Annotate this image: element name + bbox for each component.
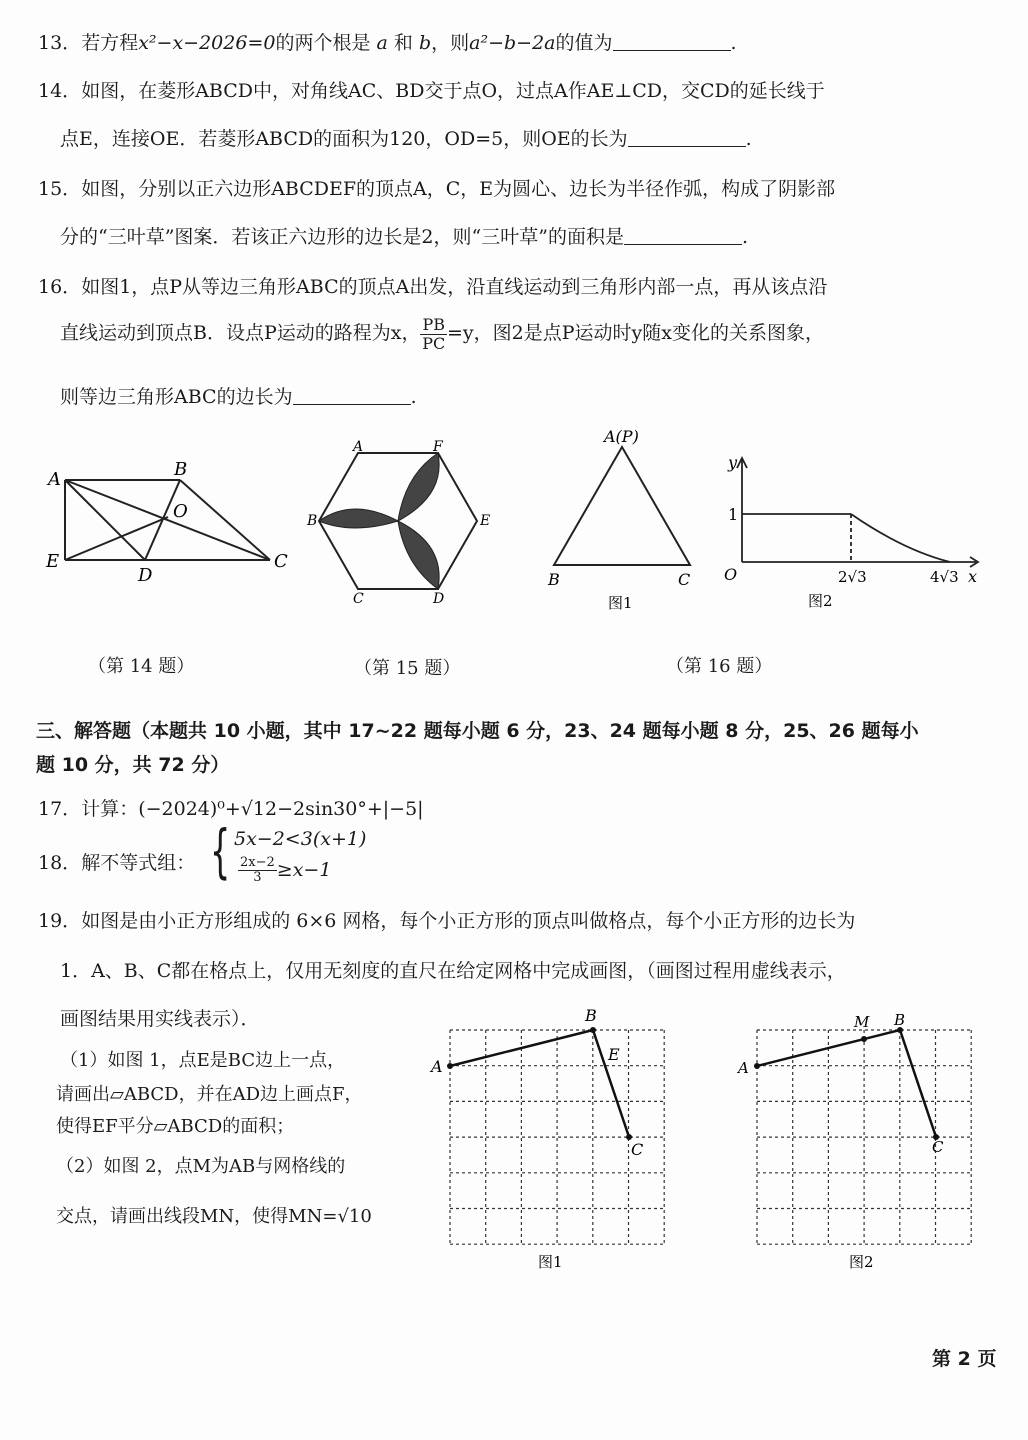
label-c: C — [932, 1138, 944, 1156]
question-19-part1c: 使得EF平分▱ABCD的面积； — [56, 1116, 295, 1137]
label-a: A — [353, 439, 364, 455]
label-e: E — [46, 551, 60, 572]
label-c: C — [631, 1140, 644, 1159]
figure-14-rhombus — [40, 455, 300, 590]
question-14-line2: 点E，连接OE．若菱形ABCD的面积为120，OD=5，则OE的长为 . — [60, 128, 752, 150]
inequality-2: $\frac{2x-2}{3}$ ≥x−1 — [240, 855, 332, 886]
question-16-line3: 则等边三角形ABC的边长为 . — [60, 386, 417, 408]
label-c: C — [353, 591, 364, 605]
question-15-line2: 分的“三叶草”图案．若该正六边形的边长是2，则“三叶草”的面积是 . — [60, 226, 748, 248]
question-19: 19．如图是由小正方形组成的 6×6 网格，每个小正方形的顶点叫做格点，每个小正方形的边长为 — [38, 910, 856, 932]
question-16: 16．如图1，点P从等边三角形ABC的顶点A出发，沿直线运动到三角形内部一点，再从该点沿 — [38, 276, 828, 298]
inequality-1: 5x−2<3(x+1) — [234, 828, 367, 850]
fig2-label: 图2 — [808, 592, 833, 610]
answer-blank[interactable] — [293, 386, 411, 405]
section-3-heading-line2: 题 10 分，共 72 分） — [36, 754, 230, 776]
question-15: 15．如图，分别以正六边形ABCDEF的顶点A，C，E为圆心、边长为半径作弧，构成了阴影部 — [38, 178, 836, 200]
label-e: E — [480, 513, 491, 529]
grid1-caption: 图1 — [538, 1253, 563, 1270]
question-17: 17．计算：(−2024)⁰+√12−2sin30°+|−5| — [38, 798, 424, 820]
grid-figure-2 — [732, 1005, 992, 1270]
point-a — [754, 1063, 760, 1069]
label-a: A — [48, 469, 61, 490]
point-a — [447, 1063, 453, 1069]
grid-figure-1 — [425, 1005, 685, 1270]
caption-15: （第 15 题） — [354, 658, 461, 679]
point-m — [861, 1036, 867, 1042]
label-a-p: A(P) — [604, 427, 639, 446]
caption-16: （第 16 题） — [666, 656, 773, 677]
label-c: C — [678, 570, 691, 589]
label-o: O — [173, 501, 188, 522]
label-b: B — [174, 459, 188, 480]
label-c: C — [274, 551, 288, 572]
question-19-part1a: （1）如图 1，点E是BC边上一点， — [60, 1050, 346, 1071]
figure-16-triangle — [540, 425, 700, 615]
fraction-2x-2-over-3: $\frac{2x-2}{3}$ — [240, 855, 275, 886]
label-b: B — [548, 570, 560, 589]
leaf-left — [319, 509, 398, 528]
question-14: 14．如图，在菱形ABCD中，对角线AC、BD交于点O，过点A作AE⊥CD，交CD的延长线于 — [38, 80, 825, 102]
question-16-line2: 直线运动到顶点B．设点P运动的路程为x， $\frac{PB}{PC}$ =y，图2是点P运动时y随x变化的关系图象， — [60, 315, 824, 353]
label-a: A — [738, 1059, 749, 1077]
label-one: 1 — [728, 505, 739, 524]
point-b — [590, 1027, 596, 1033]
label-4root3: 4√3 — [930, 568, 959, 586]
figure-16-graph — [718, 450, 988, 615]
label-d: D — [138, 565, 153, 586]
leaf-top — [398, 453, 439, 521]
caption-14: （第 14 题） — [88, 656, 195, 677]
answer-blank[interactable] — [624, 226, 742, 245]
label-origin: O — [724, 565, 738, 584]
label-e: E — [608, 1045, 620, 1064]
label-x: x — [968, 567, 978, 586]
label-2root3: 2√3 — [838, 568, 867, 586]
leaf-bottom — [398, 521, 439, 589]
label-m: M — [854, 1013, 870, 1031]
segment-oe — [65, 517, 168, 560]
fraction-pb-pc: $\frac{PB}{PC}$ — [422, 315, 446, 353]
question-19-part1b: 请画出▱ABCD，并在AD边上画点F， — [56, 1084, 363, 1105]
question-19-part2a: （2）如图 2，点M为AB与网格线的 — [56, 1156, 346, 1177]
graph-curve-segment — [851, 514, 950, 562]
label-b: B — [307, 513, 318, 529]
label-f: F — [433, 439, 443, 455]
question-19-line3: 画图结果用实线表示）． — [60, 1008, 260, 1030]
label-b: B — [585, 1006, 597, 1025]
grid2-caption: 图2 — [849, 1253, 874, 1270]
side-ad — [65, 480, 145, 560]
system-brace: { — [210, 817, 231, 885]
answer-blank[interactable] — [613, 32, 731, 51]
label-d: D — [433, 591, 445, 605]
segment-bc — [900, 1030, 936, 1137]
triangle-abc — [554, 447, 690, 565]
question-18: 18．解不等式组： — [38, 852, 196, 874]
question-13: 13．若方程x²−x−2026=0的两个根是 a 和 b，则a²−b−2a的值为 . — [38, 32, 737, 54]
question-19-part2b: 交点，请画出线段MN，使得MN=√10 — [56, 1206, 372, 1227]
label-a: A — [431, 1057, 443, 1076]
fig1-label: 图1 — [608, 594, 633, 612]
figure-15-hexagon — [305, 435, 500, 605]
label-b: B — [894, 1011, 906, 1029]
section-3-heading: 三、解答题（本题共 10 小题，其中 17~22 题每小题 6 分，23、24 题每小题 8 分，25、26 题每小 — [36, 720, 919, 742]
label-y: y — [728, 453, 738, 472]
question-19-line2: 1．A、B、C都在格点上，仅用无刻度的直尺在给定网格中完成画图，（画图过程用虚线表示， — [60, 960, 846, 982]
answer-blank[interactable] — [628, 128, 746, 147]
side-bc — [180, 480, 270, 560]
page-number: 第 2 页 — [932, 1348, 997, 1370]
